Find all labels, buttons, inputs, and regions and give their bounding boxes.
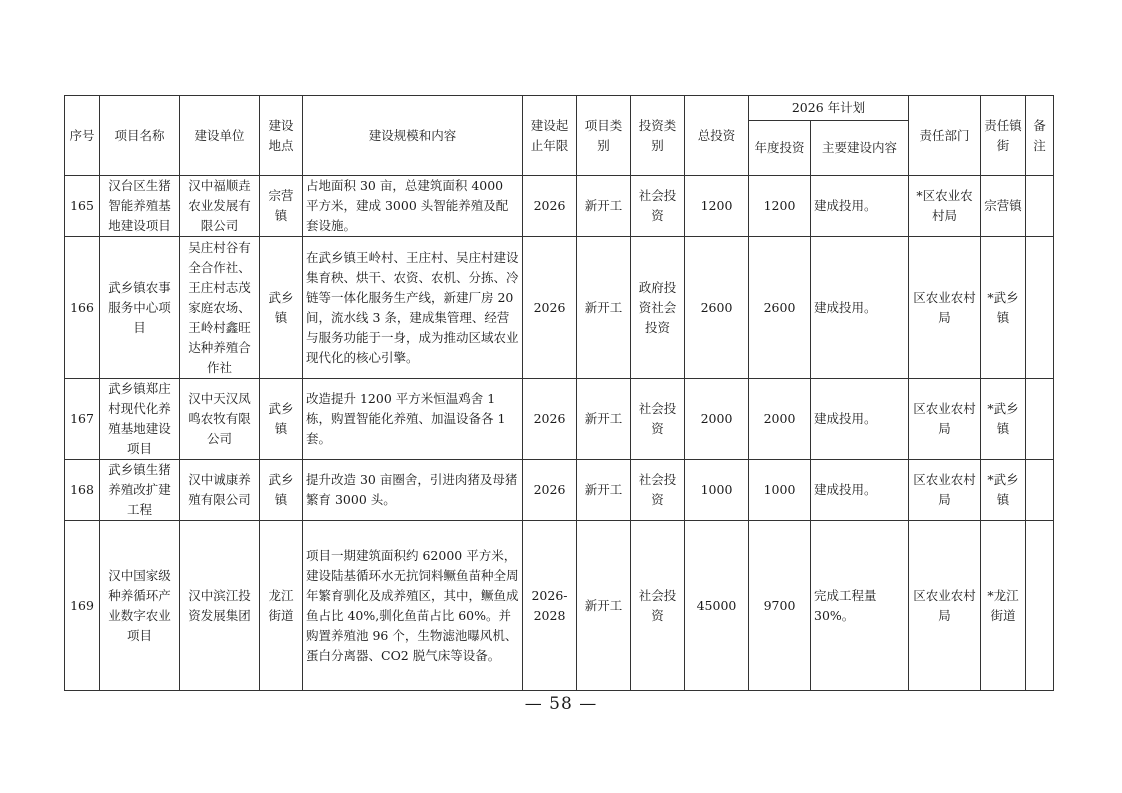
header-main-content: 主要建设内容	[811, 121, 909, 176]
cell-place: 龙江街道	[260, 521, 303, 691]
cell-place: 宗营镇	[260, 176, 303, 237]
header-row	[65, 96, 1054, 121]
table-row	[65, 237, 1054, 379]
cell-scope: 项目一期建筑面积约 62000 平方米，建设陆基循环水无抗饲料鳜鱼苗种全周年繁育驯化及成养殖区，其中，鳜鱼成鱼占比 40%,驯化鱼苗占比 60%。并购置养殖池 96 个，生物滤池曝风机、蛋白分离器、CO2 脱气床等设备。	[303, 521, 523, 691]
cell-investment-type: 社会投资	[631, 460, 685, 521]
cell-responsible-town: *武乡镇	[981, 237, 1026, 379]
cell-scope: 在武乡镇王岭村、王庄村、吴庄村建设集育秧、烘干、农资、农机、分拣、冷链等一体化服务生产线，新建厂房 20 间，流水线 3 条，建成集管理、经营与服务功能于一身，成为推动区域农业现代化的核心引擎。	[303, 237, 523, 379]
cell-unit: 汉中诚康养殖有限公司	[180, 460, 260, 521]
cell-place: 武乡镇	[260, 379, 303, 460]
header-scope: 建设规模和内容	[303, 96, 523, 176]
header-period: 建设起止年限	[523, 96, 577, 176]
header-name: 项目名称	[100, 96, 180, 176]
cell-place: 武乡镇	[260, 237, 303, 379]
header-annual-investment: 年度投资	[749, 121, 811, 176]
cell-unit: 吴庄村谷有全合作社、王庄村志茂家庭农场、王岭村鑫旺达种养殖合作社	[180, 237, 260, 379]
cell-place: 武乡镇	[260, 460, 303, 521]
header-unit: 建设单位	[180, 96, 260, 176]
cell-remark	[1026, 379, 1054, 460]
cell-period: 2026-2028	[523, 521, 577, 691]
header-place: 建设地点	[260, 96, 303, 176]
header-investment-type: 投资类别	[631, 96, 685, 176]
cell-responsible-town: *武乡镇	[981, 379, 1026, 460]
cell-name: 武乡镇生猪养殖改扩建工程	[100, 460, 180, 521]
cell-period: 2026	[523, 379, 577, 460]
cell-total-investment: 2600	[685, 237, 749, 379]
cell-name: 汉中国家级种养循环产业数字农业项目	[100, 521, 180, 691]
cell-annual-investment: 2600	[749, 237, 811, 379]
cell-project-type: 新开工	[577, 379, 631, 460]
cell-name: 汉台区生猪智能养殖基地建设项目	[100, 176, 180, 237]
cell-responsible-dept: 区农业农村局	[909, 237, 981, 379]
cell-project-type: 新开工	[577, 521, 631, 691]
cell-total-investment: 1200	[685, 176, 749, 237]
cell-responsible-town: *龙江街道	[981, 521, 1026, 691]
cell-remark	[1026, 237, 1054, 379]
cell-total-investment: 2000	[685, 379, 749, 460]
cell-main-content: 建成投用。	[811, 379, 909, 460]
project-table	[64, 95, 1054, 691]
cell-scope: 占地面积 30 亩，总建筑面积 4000 平方米，建成 3000 头智能养殖及配套设施。	[303, 176, 523, 237]
cell-responsible-town: *武乡镇	[981, 460, 1026, 521]
table-row	[65, 379, 1054, 460]
cell-total-investment: 1000	[685, 460, 749, 521]
table-row	[65, 176, 1054, 237]
header-project-type: 项目类别	[577, 96, 631, 176]
cell-unit: 汉中福顺垚农业发展有限公司	[180, 176, 260, 237]
cell-responsible-dept: 区农业农村局	[909, 460, 981, 521]
header-seq: 序号	[65, 96, 100, 176]
header-responsible-town: 责任镇街	[981, 96, 1026, 176]
cell-seq: 168	[65, 460, 100, 521]
cell-main-content: 建成投用。	[811, 460, 909, 521]
cell-annual-investment: 9700	[749, 521, 811, 691]
cell-responsible-dept: *区农业农村局	[909, 176, 981, 237]
cell-annual-investment: 1200	[749, 176, 811, 237]
cell-unit: 汉中天汉凤鸣农牧有限公司	[180, 379, 260, 460]
cell-seq: 166	[65, 237, 100, 379]
table-row	[65, 460, 1054, 521]
cell-name: 武乡镇农事服务中心项目	[100, 237, 180, 379]
header-responsible-dept: 责任部门	[909, 96, 981, 176]
cell-scope: 提升改造 30 亩圈舍，引进肉猪及母猪繁育 3000 头。	[303, 460, 523, 521]
header-total-investment: 总投资	[685, 96, 749, 176]
cell-total-investment: 45000	[685, 521, 749, 691]
cell-investment-type: 社会投资	[631, 379, 685, 460]
cell-seq: 165	[65, 176, 100, 237]
cell-remark	[1026, 460, 1054, 521]
cell-seq: 167	[65, 379, 100, 460]
cell-annual-investment: 1000	[749, 460, 811, 521]
header-remark: 备注	[1026, 96, 1054, 176]
page-number: — 58 —	[524, 694, 598, 714]
cell-responsible-dept: 区农业农村局	[909, 379, 981, 460]
cell-investment-type: 政府投资社会投资	[631, 237, 685, 379]
cell-unit: 汉中滨江投资发展集团	[180, 521, 260, 691]
cell-project-type: 新开工	[577, 176, 631, 237]
cell-main-content: 建成投用。	[811, 237, 909, 379]
cell-main-content: 建成投用。	[811, 176, 909, 237]
header-plan-group: 2026 年计划	[749, 96, 909, 121]
cell-remark	[1026, 176, 1054, 237]
cell-period: 2026	[523, 176, 577, 237]
table-row	[65, 521, 1054, 691]
cell-period: 2026	[523, 460, 577, 521]
cell-period: 2026	[523, 237, 577, 379]
cell-investment-type: 社会投资	[631, 176, 685, 237]
cell-scope: 改造提升 1200 平方米恒温鸡舍 1 栋，购置智能化养殖、加温设备各 1 套。	[303, 379, 523, 460]
cell-name: 武乡镇郑庄村现代化养殖基地建设项目	[100, 379, 180, 460]
cell-seq: 169	[65, 521, 100, 691]
cell-project-type: 新开工	[577, 237, 631, 379]
cell-annual-investment: 2000	[749, 379, 811, 460]
cell-investment-type: 社会投资	[631, 521, 685, 691]
cell-main-content: 完成工程量 30%。	[811, 521, 909, 691]
cell-project-type: 新开工	[577, 460, 631, 521]
cell-responsible-dept: 区农业农村局	[909, 521, 981, 691]
cell-responsible-town: 宗营镇	[981, 176, 1026, 237]
cell-remark	[1026, 521, 1054, 691]
